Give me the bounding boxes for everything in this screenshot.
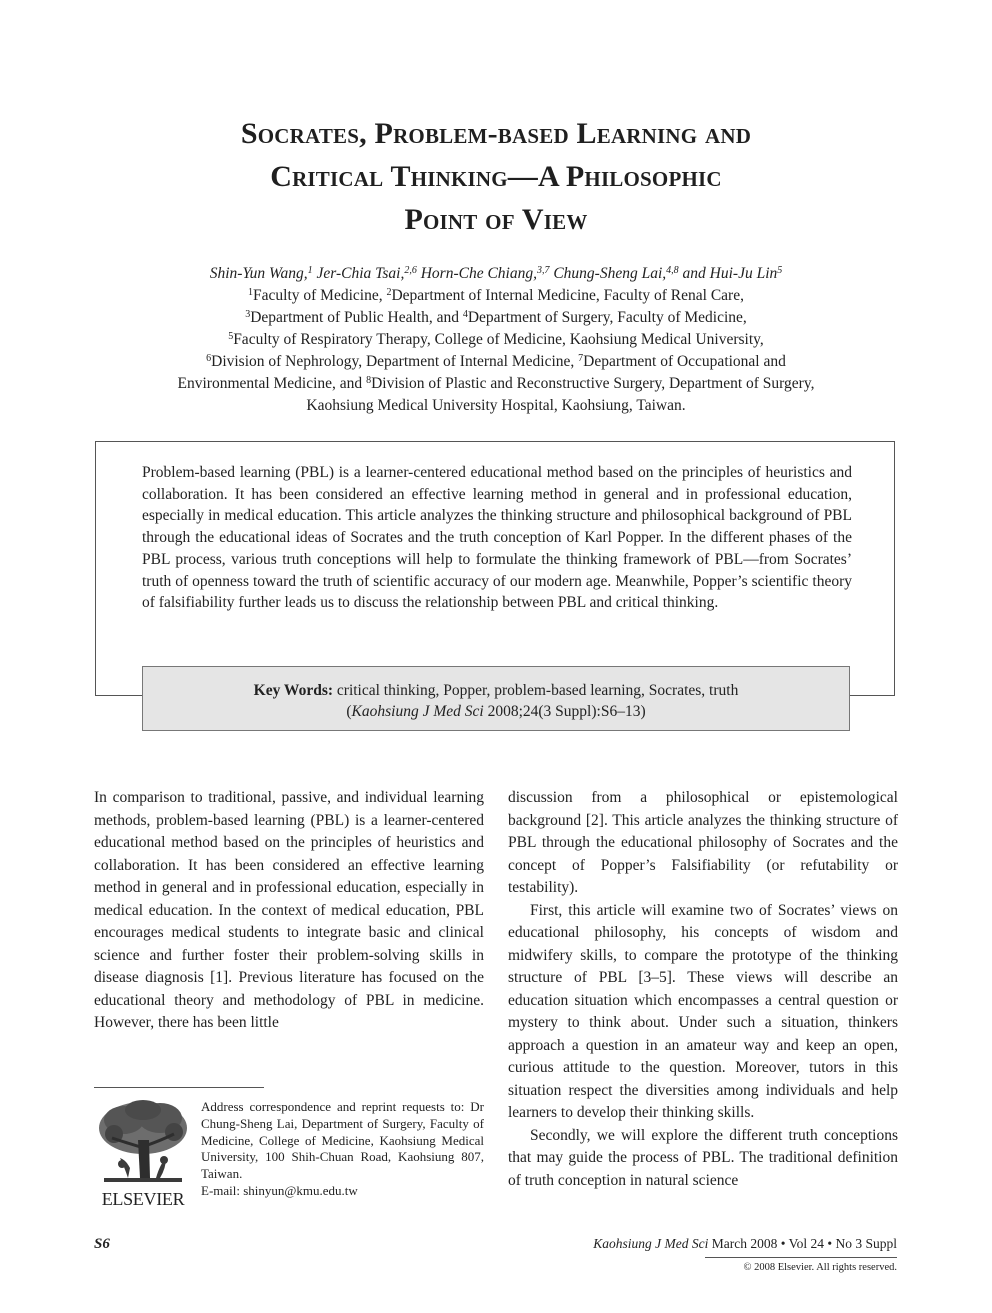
affiliation-mark: 5 bbox=[228, 331, 234, 342]
affiliation-text: Division of Nephrology, Department of Internal Medicine, bbox=[211, 353, 579, 370]
affiliation-mark: 1 bbox=[248, 287, 254, 298]
copyright-notice: © 2008 Elsevier. All rights reserved. bbox=[743, 1262, 897, 1273]
affiliation-text: Department of Occupational and bbox=[583, 353, 786, 370]
elsevier-wordmark: ELSEVIER bbox=[101, 1189, 185, 1209]
affiliation-line bbox=[95, 285, 897, 307]
footer-divider bbox=[705, 1257, 897, 1258]
author-name: Chung-Sheng Lai, bbox=[553, 265, 667, 282]
affiliation-text: Environmental Medicine, and bbox=[177, 375, 367, 392]
author-name: Jer-Chia Tsai, bbox=[316, 265, 405, 282]
correspondence-email: E-mail: shinyun@kmu.edu.tw bbox=[201, 1182, 358, 1198]
affiliation-mark: 6 bbox=[206, 353, 212, 364]
elsevier-logo bbox=[94, 1098, 192, 1210]
journal-footer bbox=[593, 1236, 897, 1252]
title-line-3: Point of View bbox=[404, 203, 588, 236]
journal-issue: March 2008 • Vol 24 • No 3 Suppl bbox=[708, 1236, 897, 1251]
footnote-divider bbox=[94, 1087, 264, 1088]
elsevier-tree-icon bbox=[94, 1098, 192, 1188]
citation-paren: ( bbox=[346, 703, 352, 720]
keywords-label: Key Words: bbox=[253, 682, 334, 699]
author-affiliation-mark: 4,8 bbox=[666, 265, 679, 276]
correspondence-address: Address correspondence and reprint requests to: Dr Chung-Sheng Lai, Department of Surgery, Faculty of Medicine, College of Medicine, Kaohsiung Medical University, 100 Shih-Chuan Road, Kaohsiung 807, Taiwan. bbox=[201, 1099, 484, 1182]
keywords-box bbox=[142, 666, 850, 731]
keywords-text: critical thinking, Popper, problem-based learning, Socrates, truth bbox=[333, 682, 739, 699]
body-column-left bbox=[94, 787, 484, 1035]
affiliation-line bbox=[95, 351, 897, 373]
affiliation-mark: 4 bbox=[462, 309, 468, 320]
keywords-line bbox=[143, 680, 849, 701]
affiliation-text: Department of Public Health, and bbox=[250, 309, 463, 326]
body-paragraph: First, this article will examine two of Socrates’ views on educational philosophy, his concepts of wisdom and midwifery skills, to compare the prototype of the thinking structure of PBL [3–5]. These views will describe an education situation which encompasses a central question or mystery to think about. Under such a situation, thinkers approach a question in an amateur way and keep an open, curious attitude to the question. Moreover, tutors in this situation respect the diversities among individuals and help learners to develop their thinking skills. bbox=[508, 901, 898, 1121]
body-paragraph: discussion from a philosophical or epistemological background [2]. This article analyzes the thinking structure of PBL through the educational philosophy of Socrates and the concept of Popper’s Falsifiability (or refutability or testability). bbox=[508, 789, 898, 896]
body-column-right bbox=[508, 787, 898, 1192]
affiliation-line bbox=[95, 329, 897, 351]
affiliation-line bbox=[95, 307, 897, 329]
affiliation-mark: 3 bbox=[245, 309, 251, 320]
article-title bbox=[95, 112, 897, 241]
affiliation-text: Department of Surgery, Faculty of Medicine, bbox=[467, 309, 747, 326]
affiliation-text: Faculty of Respiratory Therapy, College of Medicine, Kaohsiung Medical University, bbox=[233, 331, 764, 348]
affiliation-text: Faculty of Medicine, bbox=[253, 287, 387, 304]
abstract-box-border-right bbox=[847, 695, 895, 696]
citation-line bbox=[143, 701, 849, 722]
citation-details: 2008;24(3 Suppl):S6–13) bbox=[483, 703, 646, 720]
citation-journal: Kaohsiung J Med Sci bbox=[351, 703, 484, 720]
author-affiliation-mark: 3,7 bbox=[536, 265, 550, 276]
body-paragraph: Secondly, we will explore the different truth conceptions that may guide the process of PBL. The traditional definition of truth conception in natural science bbox=[508, 1126, 898, 1189]
title-line-2: Critical Thinking—A Philosophic bbox=[270, 160, 722, 193]
journal-name: Kaohsiung J Med Sci bbox=[593, 1236, 709, 1251]
body-paragraph: In comparison to traditional, passive, and individual learning methods, problem-based learning (PBL) is a learner-centered educational method based on the principles of heuristics and collaboration. It has been considered an effective learning method in general and in professional education, especially in medical education. In the context of medical education, PBL encourages medical students to integrate basic and clinical science and further foster their problem-solving skills in disease diagnosis [1]. Previous literature has focused on the educational theory and methodology of PBL in medicine. However, there has been little bbox=[94, 789, 484, 1031]
abstract-text: Problem-based learning (PBL) is a learner-centered educational method based on the principles of heuristics and collaboration. It has been considered an effective learning method in general and in professional education, especially in medical education. This article analyzes the thinking structure and philosophical background of PBL through the educational ideas of Socrates and the truth conception of Karl Popper. In the different phases of the PBL process, various truth conceptions will help to formulate the thinking framework of PBL—from Socrates’ truth of openness toward the truth of scientific accuracy of our modern age. Meanwhile, Popper’s scientific theory of falsifiability further leads us to discuss the relationship between PBL and critical thinking. bbox=[142, 464, 852, 612]
affiliation-text: Department of Internal Medicine, Faculty of Renal Care, bbox=[391, 287, 744, 304]
author-name: Shin-Yun Wang, bbox=[209, 265, 308, 282]
affiliation-mark: 2 bbox=[386, 287, 392, 298]
correspondence-note bbox=[201, 1099, 484, 1200]
affiliation-line bbox=[95, 373, 897, 395]
affiliation-mark: 8 bbox=[366, 375, 372, 386]
author-affiliation-mark: 2,6 bbox=[404, 265, 417, 276]
abstract-box-border-left bbox=[95, 695, 143, 696]
author-name: Horn-Che Chiang, bbox=[420, 265, 537, 282]
affiliation-text: Division of Plastic and Reconstructive Surgery, Department of Surgery, bbox=[371, 375, 815, 392]
affiliation-mark: 7 bbox=[578, 353, 584, 364]
author-list bbox=[95, 263, 897, 285]
affiliation-text: Kaohsiung Medical University Hospital, Kaohsiung, Taiwan. bbox=[306, 397, 686, 414]
abstract-box bbox=[95, 441, 895, 696]
author-name: and Hui-Ju Lin bbox=[682, 265, 778, 282]
author-block bbox=[95, 263, 897, 417]
author-affiliation-mark: 5 bbox=[777, 265, 783, 276]
affiliation-line bbox=[95, 395, 897, 417]
title-line-1: Socrates, Problem-based Learning and bbox=[240, 117, 752, 150]
author-affiliation-mark: 1 bbox=[307, 265, 313, 276]
page-number: S6 bbox=[94, 1236, 110, 1252]
